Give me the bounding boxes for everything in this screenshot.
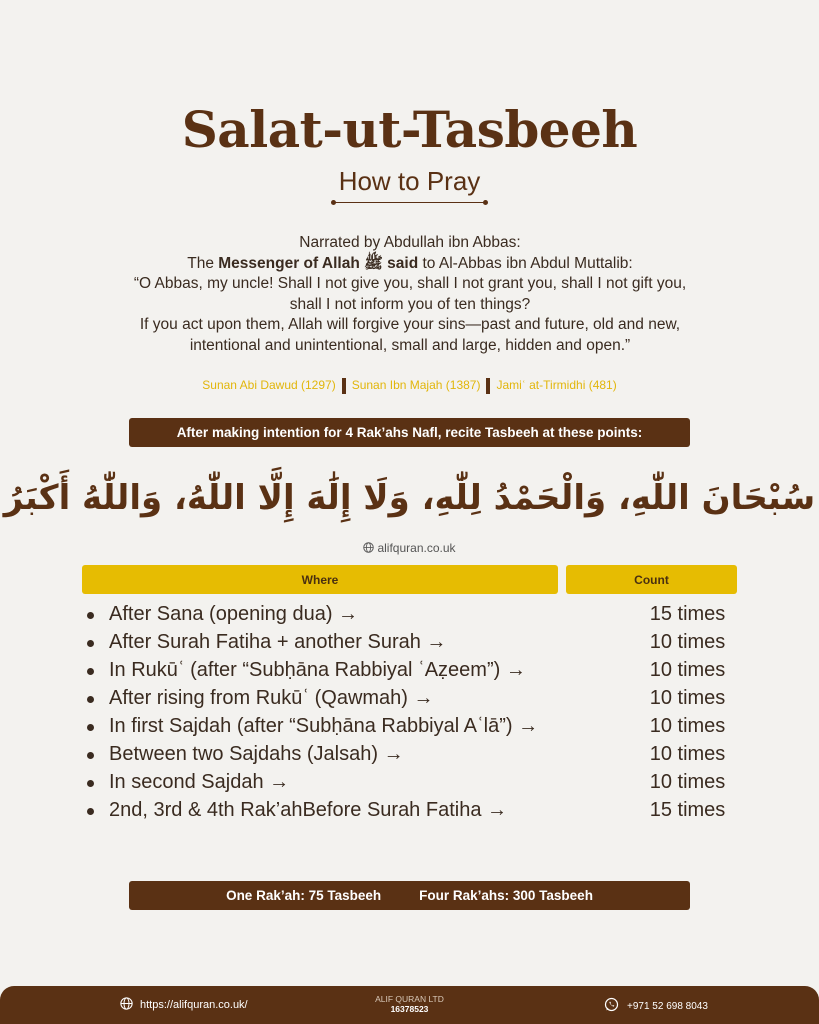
- narration-line-4: shall I not inform you of ten things?: [289, 295, 531, 313]
- source-abi-dawud: Sunan Abi Dawud (1297): [202, 378, 336, 393]
- source-separator: [342, 378, 346, 394]
- bullet-icon: [87, 780, 94, 787]
- instruction-banner: After making intention for 4 Rak’ahs Nafl, recite Tasbeeh at these points:: [129, 418, 690, 447]
- row-count: 10 times: [649, 659, 726, 681]
- narration-line-6: intentional and unintentional, small and large, hidden and open.”: [189, 336, 631, 354]
- row-count: 10 times: [649, 715, 726, 737]
- row-where: In second Sajdah →: [109, 771, 290, 793]
- total-one-rakah: One Rak’ah: 75 Tasbeeh: [226, 888, 382, 903]
- subtitle-divider: [333, 202, 486, 203]
- row-where: Between two Sajdahs (Jalsah) →: [109, 743, 404, 765]
- footer-phone[interactable]: [604, 997, 708, 1015]
- company-number: 16378523: [390, 1004, 429, 1014]
- narration-line-5: If you act upon them, Allah will forgive your sins—past and future, old and new,: [139, 316, 681, 333]
- table-row: [0, 630, 819, 658]
- hadith-narration: [60, 233, 760, 356]
- hadith-sources: [0, 378, 819, 394]
- row-count: 10 times: [649, 743, 726, 765]
- website-watermark-text: alifquran.co.uk: [377, 541, 456, 555]
- bullet-icon: [87, 752, 94, 759]
- narration-line-2-suffix: to Al-Abbas ibn Abdul Muttalib:: [418, 254, 633, 272]
- table-row: [0, 742, 819, 770]
- bullet-icon: [87, 612, 94, 619]
- narration-line-1: Narrated by Abdullah ibn Abbas:: [299, 234, 521, 251]
- bullet-icon: [87, 668, 94, 675]
- row-count: 15 times: [649, 603, 726, 625]
- row-where: After Sana (opening dua) →: [109, 603, 359, 625]
- table-row: [0, 798, 819, 826]
- table-row: [0, 658, 819, 686]
- website-watermark: [0, 541, 819, 556]
- arabic-tasbeeh: سُبْحَانَ اللّٰهِ، وَالْحَمْدُ لِلّٰهِ، وَلَا إِلَٰهَ إِلَّا اللّٰهُ، وَاللّٰهُ أَكْبَرُ: [3, 478, 816, 518]
- source-separator: [486, 378, 490, 394]
- source-ibn-majah: Sunan Ibn Majah (1387): [351, 378, 481, 393]
- totals-banner: [129, 881, 690, 910]
- row-count: 10 times: [649, 687, 726, 709]
- page-subtitle: How to Pray: [338, 166, 481, 196]
- row-where: 2nd, 3rd & 4th Rak’ahBefore Surah Fatiha →: [109, 799, 508, 821]
- table-header-count: Count: [566, 565, 737, 594]
- row-where: After rising from Rukūʿ (Qawmah) →: [109, 687, 434, 709]
- footer-url-text: https://alifquran.co.uk/: [140, 999, 248, 1011]
- company-name: ALIF QURAN LTD: [375, 994, 444, 1004]
- table-row: [0, 602, 819, 630]
- source-tirmidhi: Jamiʿ at-Tirmidhi (481): [496, 378, 617, 393]
- table-row: [0, 770, 819, 798]
- bullet-icon: [87, 696, 94, 703]
- table-header-where: Where: [82, 565, 558, 594]
- narration-line-2: [60, 254, 760, 275]
- footer-bar: [0, 986, 819, 1024]
- total-four-rakahs: Four Rak’ahs: 300 Tasbeeh: [419, 888, 593, 903]
- phone-number: +971 52 698 8043: [627, 1000, 708, 1012]
- row-where: After Surah Fatiha + another Surah →: [109, 631, 447, 653]
- bullet-icon: [87, 640, 94, 647]
- globe-icon: [363, 542, 374, 556]
- narration-line-2-prefix: The: [187, 254, 219, 272]
- table-row: [0, 714, 819, 742]
- bullet-icon: [87, 808, 94, 815]
- bullet-icon: [87, 724, 94, 731]
- page-title: Salat-ut-Tasbeeh: [181, 100, 638, 159]
- narration-line-3: “O Abbas, my uncle! Shall I not give you, shall I not grant you, shall I not gift you,: [133, 275, 687, 292]
- whatsapp-icon: [604, 997, 619, 1015]
- row-count: 10 times: [649, 771, 726, 793]
- row-where: In Rukūʿ (after “Subḥāna Rabbiyal ʿAẓeem”) →: [109, 659, 526, 681]
- row-count: 10 times: [649, 631, 726, 653]
- row-where: In first Sajdah (after “Subḥāna Rabbiyal Aʿlā”) →: [109, 715, 539, 737]
- table-row: [0, 686, 819, 714]
- row-count: 15 times: [649, 799, 726, 821]
- tasbeeh-table: [0, 602, 819, 826]
- narration-line-2-bold: Messenger of Allah ﷺ said: [218, 254, 419, 272]
